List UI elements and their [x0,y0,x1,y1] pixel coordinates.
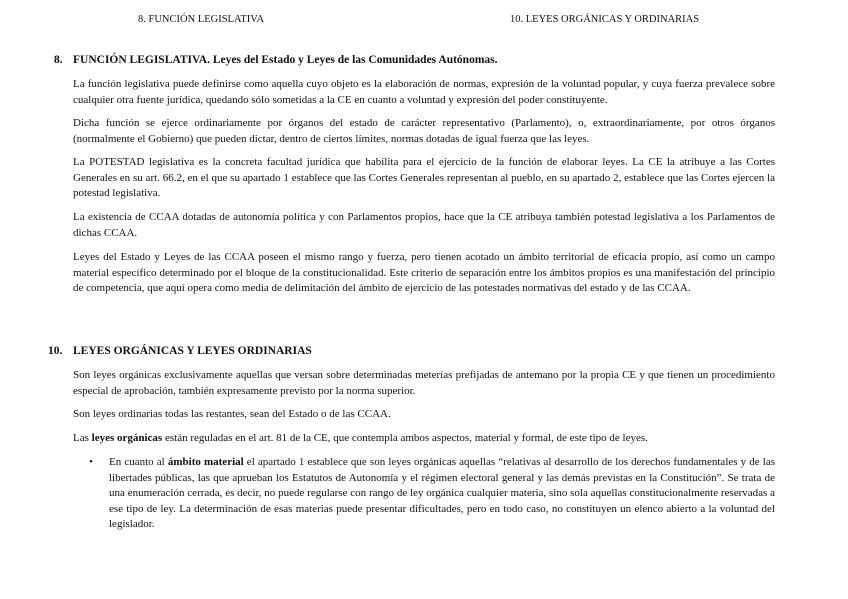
section-10-paragraph-1: Son leyes orgánicas exclusivamente aquellas que versan sobre determinadas meterías prefijadas de antemano por la propia CE y que tienen un procedimiento especial de aprobación, también expresamente previsto por la norma superior. [73,369,775,397]
p3-bold-term: leyes orgánicas [91,432,163,444]
section-10-number: 10. [48,345,63,357]
section-8-number: 8. [54,54,63,66]
section-10-paragraph-3 [73,431,775,447]
section-10-paragraph-2: Son leyes ordinarias todas las restantes, sean del Estado o de las CCAA. [73,408,391,420]
section-8-paragraph-5: Leyes del Estado y Leyes de las CCAA poseen el mismo rango y fuerza, pero tienen acotado un ámbito territorial de eficacia propio, así como un campo material específico determinado por el bloque de la constitucionalidad. Este criterio de separación entre los ámbitos propios es una manifestación del principio de competencia, que aquí opera como media de delimitación del ámbito de ejercicio de las potestades normativas del estado y de las CCAA. [73,251,775,294]
bullet-bold-term: ámbito material [167,456,244,468]
bullet-pre: En cuanto al [109,456,168,468]
header-left: 8. FUNCIÓN LEGISLATIVA [138,14,265,25]
bullet-icon: • [89,456,93,468]
bullet-list-item [109,455,775,533]
section-8-paragraph-3: La POTESTAD legislativa es la concreta facultad jurídica que habilita para el ejercicio de la función de elaborar leyes. La CE la atribuye a las Cortes Generales en su art. 66.2, en el que su apartado 1 establece que las Cortes Generales representan al pueblo, en su apartado 2, establece que las Cortes ejercen la potestad legislativa. [73,156,775,199]
p3-post: están reguladas en el art. 81 de la CE, que contempla ambos aspectos, material y formal, de este tipo de leyes. [162,432,648,444]
section-10-title: LEYES ORGÁNICAS Y LEYES ORDINARIAS [73,345,312,357]
p3-pre: Las [73,432,92,444]
page-header [0,14,848,30]
header-right: 10. LEYES ORGÁNICAS Y ORDINARIAS [510,14,700,25]
bullet-post: el apartado 1 establece que son leyes orgánicas aquellas “relativas al desarrollo de los derechos fundamentales y de las libertades públicas, las que aprueban los Estatutos de Autonomía y el régimen electoral general y las demás previstas en la Constitución”. Se trata de una enumeración cerrada, es decir, no puede regularse con rango de ley orgánica cualquier materia, sino sola aquellas constitucionalmente reservadas a ese tipo de ley. La determinación de esas materias puede presentar dificultades, pero en todo caso, no constituyen un elenco abierto a la voluntad del legislador. [109,456,776,530]
section-8-paragraph-4: La existencia de CCAA dotadas de autonomía política y con Parlamentos propios, hace que la CE atribuya también potestad legislativa a los Parlamentos de dichas CCAA. [73,211,775,239]
section-8-paragraph-2: Dicha función se ejerce ordinariamente por órganos del estado de carácter representativo (Parlamento), o, extraordinariamente, por otros órganos (normalmente el Gobierno) que pueden dictar, dentro de ciertos límites, normas dotadas de igual fuerza que las leyes. [73,117,775,145]
section-8-title: FUNCIÓN LEGISLATIVA. Leyes del Estado y Leyes de las Comunidades Autónomas. [73,54,498,66]
section-8-paragraph-1: La función legislativa puede definirse como aquella cuyo objeto es la elaboración de normas, expresión de la voluntad popular, y cuya fuerza prevalece sobre cualquier otra fuente jurídica, quedando sólo sometidas a la CE en cuanto a voluntad y expresión del poder constituyente. [73,78,775,106]
